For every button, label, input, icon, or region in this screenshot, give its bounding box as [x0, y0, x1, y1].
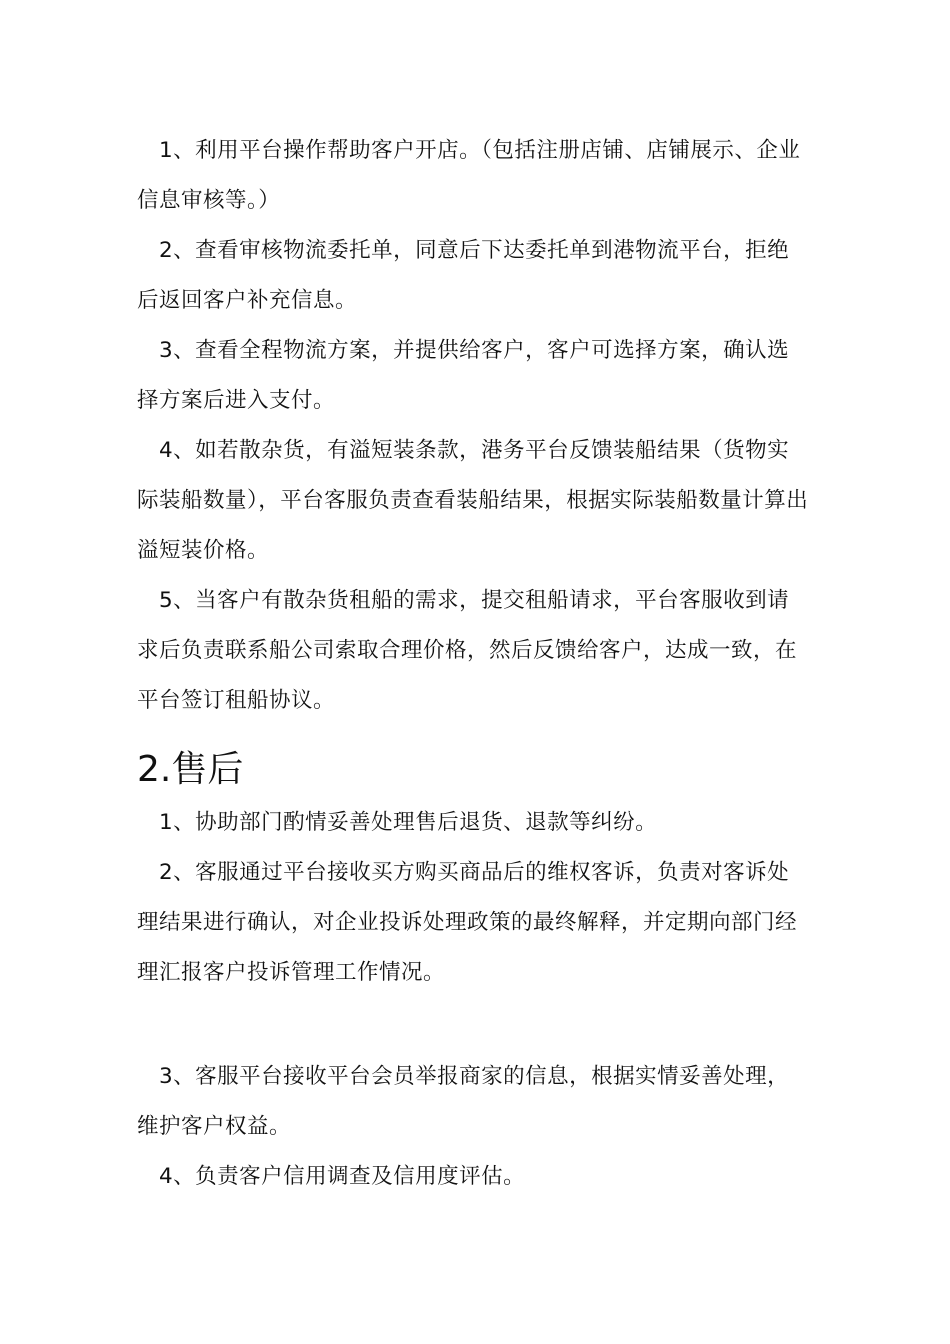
paragraph-2-1: 1、协助部门酌情妥善处理售后退货、退款等纠纷。 — [159, 810, 658, 835]
paragraph-1-3: 3、查看全程物流方案，并提供给客户，客户可选择方案，确认选择方案后进入支付。 — [137, 338, 790, 413]
section-heading-after-sales: 2.售后 — [137, 749, 244, 790]
paragraph-1-2: 2、查看审核物流委托单，同意后下达委托单到港物流平台，拒绝后返回客户补充信息。 — [137, 238, 790, 313]
paragraph-1-1: 1、利用平台操作帮助客户开店。（包括注册店铺、店铺展示、企业信息审核等。） — [137, 138, 801, 213]
paragraph-2-3: 3、客服平台接收平台会员举报商家的信息，根据实情妥善处理，维护客户权益。 — [137, 1064, 790, 1139]
paragraph-2-4: 4、负责客户信用调查及信用度评估。 — [159, 1164, 526, 1189]
paragraph-1-4: 4、如若散杂货，有溢短装条款，港务平台反馈装船结果（货物实际装船数量），平台客服负责查看装船结果，根据实际装船数量计算出溢短装价格。 — [137, 438, 809, 563]
document-page — [137, 126, 809, 1202]
paragraph-1-5: 5、当客户有散杂货租船的需求，提交租船请求，平台客服收到请求后负责联系船公司索取合理价格，然后反馈给客户，达成一致，在平台签订租船协议。 — [137, 588, 798, 713]
blank-gap — [137, 998, 809, 1052]
paragraph-2-2: 2、客服通过平台接收买方购买商品后的维权客诉，负责对客诉处理结果进行确认，对企业投诉处理政策的最终解释，并定期向部门经理汇报客户投诉管理工作情况。 — [137, 860, 798, 985]
